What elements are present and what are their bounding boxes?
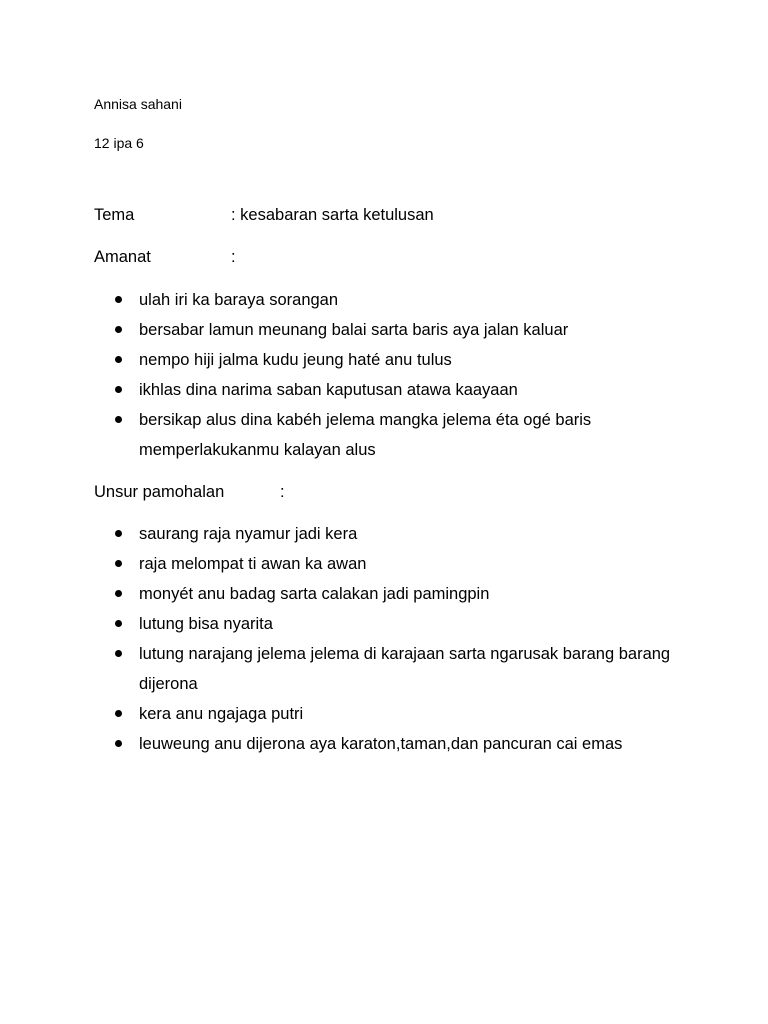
list-item: monyét anu badag sarta calakan jadi pamingpin <box>94 579 694 609</box>
bullet-icon <box>115 530 122 537</box>
list-item: lutung bisa nyarita <box>94 609 694 639</box>
list-item: leuweung anu dijerona aya karaton,taman,dan pancuran cai emas <box>94 729 694 759</box>
list-item: bersabar lamun meunang balai sarta baris aya jalan kaluar <box>94 315 694 345</box>
list-item: lutung narajang jelema jelema di karajaan sarta ngarusak barang barang dijerona <box>94 639 694 699</box>
list-item: bersikap alus dina kabéh jelema mangka jelema éta ogé baris memperlakukanmu kalayan alus <box>94 405 694 465</box>
tema-label: Tema <box>94 206 135 224</box>
tema-value: : kesabaran sarta ketulusan <box>231 206 434 224</box>
amanat-list <box>94 285 694 465</box>
bullet-icon <box>115 560 122 567</box>
bullet-icon <box>115 740 122 747</box>
bullet-icon <box>115 710 122 717</box>
bullet-icon <box>115 296 122 303</box>
amanat-colon: : <box>231 248 236 266</box>
bullet-icon <box>115 650 122 657</box>
bullet-icon <box>115 326 122 333</box>
unsur-row <box>94 481 285 503</box>
unsur-colon: : <box>280 483 285 501</box>
list-item: ulah iri ka baraya sorangan <box>94 285 694 315</box>
amanat-row <box>94 246 236 268</box>
bullet-icon <box>115 386 122 393</box>
unsur-list <box>94 519 694 759</box>
list-item: raja melompat ti awan ka awan <box>94 549 694 579</box>
bullet-icon <box>115 416 122 423</box>
bullet-icon <box>115 590 122 597</box>
unsur-label: Unsur pamohalan <box>94 483 225 501</box>
bullet-icon <box>115 356 122 363</box>
list-item: kera anu ngajaga putri <box>94 699 694 729</box>
list-item: nempo hiji jalma kudu jeung haté anu tulus <box>94 345 694 375</box>
amanat-label: Amanat <box>94 248 151 266</box>
bullet-icon <box>115 620 122 627</box>
author-name: Annisa sahani <box>94 96 182 112</box>
list-item: saurang raja nyamur jadi kera <box>94 519 694 549</box>
list-item: ikhlas dina narima saban kaputusan atawa kaayaan <box>94 375 694 405</box>
tema-row <box>94 204 434 226</box>
author-class: 12 ipa 6 <box>94 135 144 151</box>
